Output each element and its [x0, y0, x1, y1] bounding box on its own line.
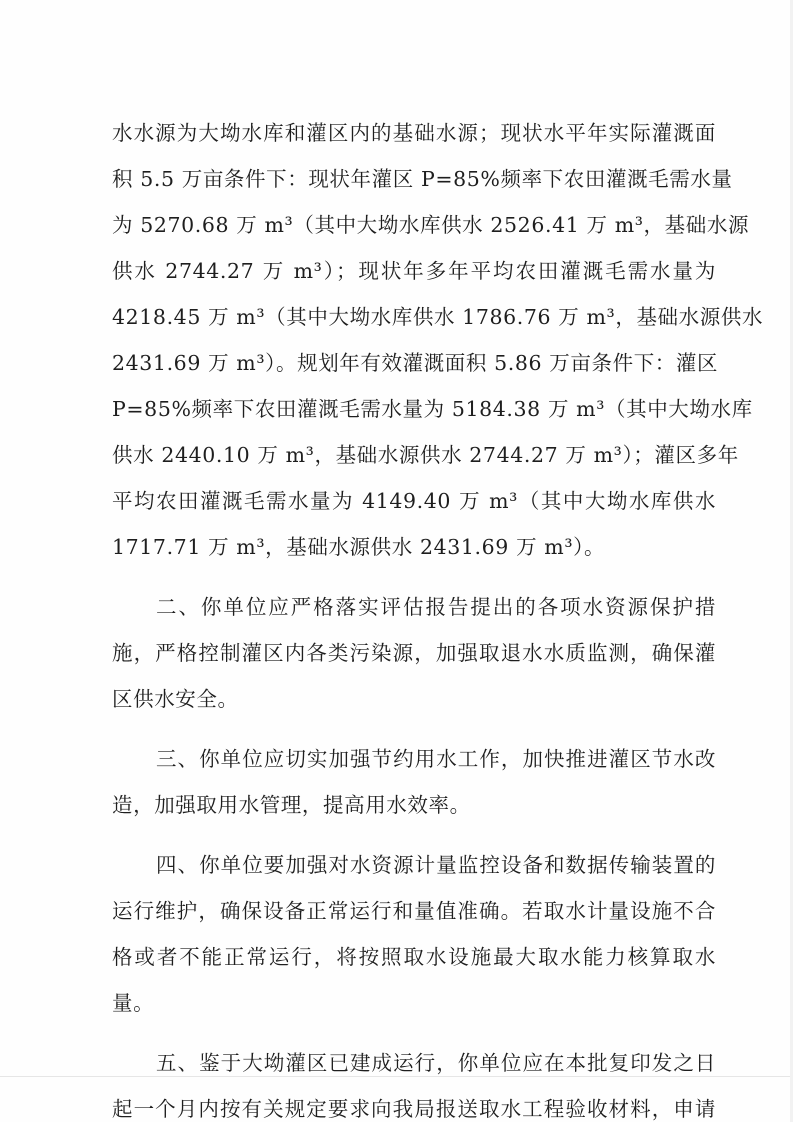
text-line: 1717.71 万 m³，基础水源供水 2431.69 万 m³）。	[112, 535, 606, 559]
text-line: 运行维护，确保设备正常运行和量值准确。若取水计量设施不合	[112, 899, 716, 923]
paragraph-item-5	[112, 1040, 716, 1132]
text-line: 三、你单位应切实加强节约用水工作，加快推进灌区节水改	[156, 747, 716, 771]
paragraph-item-2	[112, 584, 716, 722]
text-line: 平均农田灌溉毛需水量为 4149.40 万 m³（其中大坳水库供水	[112, 489, 716, 513]
paragraph-item-3	[112, 736, 716, 828]
text-line: 起一个月内按有关规定要求向我局报送取水工程验收材料，申请	[112, 1097, 716, 1121]
text-line: 四、你单位要加强对水资源计量监控设备和数据传输装置的	[156, 853, 716, 877]
text-line: 格或者不能正常运行，将按照取水设施最大取水能力核算取水	[112, 945, 716, 969]
paragraph-water-demand	[112, 110, 764, 570]
scan-shadow-line	[0, 1076, 793, 1077]
text-line: 供水 2440.10 万 m³，基础水源供水 2744.27 万 m³）；灌区多年	[112, 443, 739, 467]
text-line: 量。	[112, 991, 155, 1015]
text-line: 2431.69 万 m³）。规划年有效灌溉面积 5.86 万亩条件下：灌区	[112, 351, 719, 375]
text-line: 五、鉴于大坳灌区已建成运行，你单位应在本批复印发之日	[156, 1051, 716, 1075]
text-line: 施，严格控制灌区内各类污染源，加强取退水水质监测，确保灌	[112, 641, 716, 665]
text-line: 供水 2744.27 万 m³）；现状年多年平均农田灌溉毛需水量为	[112, 259, 716, 283]
text-line: 二、你单位应严格落实评估报告提出的各项水资源保护措	[156, 595, 716, 619]
text-line: 4218.45 万 m³（其中大坳水库供水 1786.76 万 m³，基础水源供水	[112, 305, 764, 329]
document-body	[112, 110, 764, 1132]
text-line: P=85%频率下农田灌溉毛需水量为 5184.38 万 m³（其中大坳水库	[112, 397, 753, 421]
text-line: 积 5.5 万亩条件下：现状年灌区 P=85%频率下农田灌溉毛需水量	[112, 167, 733, 191]
text-line: 造，加强取用水管理，提高用水效率。	[112, 793, 471, 817]
text-line: 为 5270.68 万 m³（其中大坳水库供水 2526.41 万 m³，基础水源	[112, 213, 750, 237]
text-line: 水水源为大坳水库和灌区内的基础水源；现状水平年实际灌溉面	[112, 121, 716, 145]
paragraph-item-4	[112, 842, 716, 1026]
text-line: 区供水安全。	[112, 687, 239, 711]
